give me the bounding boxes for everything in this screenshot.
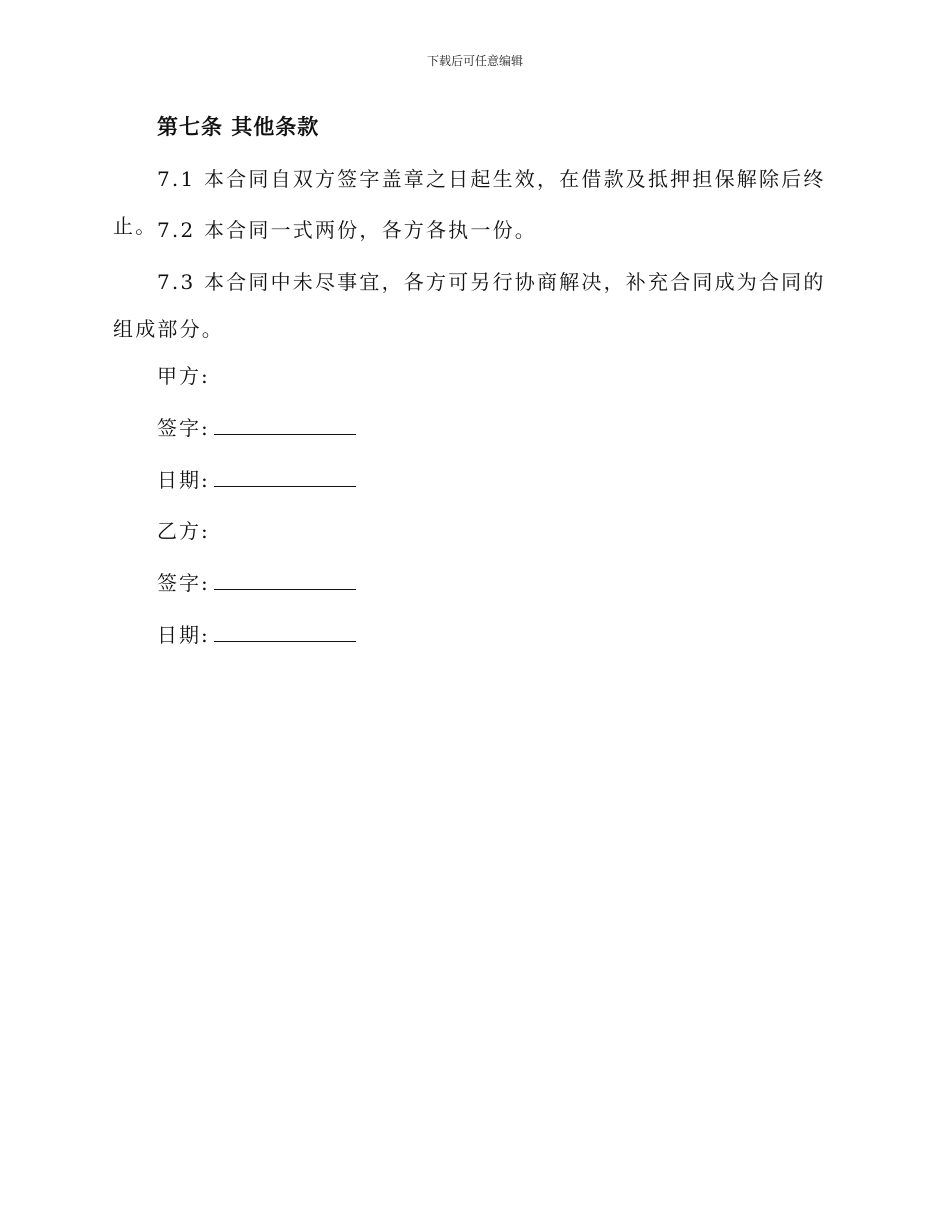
party-a-date-line <box>157 466 356 494</box>
party-a-signature-label: 签字: <box>157 416 210 440</box>
party-b-date-line <box>157 621 356 649</box>
party-b-date-blank[interactable] <box>214 621 356 642</box>
page-header-note: 下载后可任意编辑 <box>426 54 523 68</box>
party-a-date-blank[interactable] <box>214 466 356 487</box>
party-a-signature-blank[interactable] <box>214 414 356 435</box>
clause-7-3: 7.3 本合同中未尽事宜，各方可另行协商解决，补充合同成为合同的组成部分。 <box>113 270 826 341</box>
clause-7-1: 7.1 本合同自双方签字盖章之日起生效，在借款及抵押担保解除后终止。 <box>113 167 826 238</box>
party-a-date-label: 日期: <box>157 468 210 492</box>
party-b-signature-blank[interactable] <box>214 569 356 590</box>
party-a-signature-line <box>157 414 356 442</box>
party-b-signature-label: 签字: <box>157 571 210 595</box>
party-b-label: 乙方: <box>157 519 210 543</box>
clause-7-2: 7.2 本合同一式两份，各方各执一份。 <box>157 218 537 242</box>
party-b-signature-line <box>157 569 356 597</box>
party-a-label: 甲方: <box>157 364 210 388</box>
party-b-date-label: 日期: <box>157 623 210 647</box>
section-heading: 第七条 其他条款 <box>157 114 320 139</box>
